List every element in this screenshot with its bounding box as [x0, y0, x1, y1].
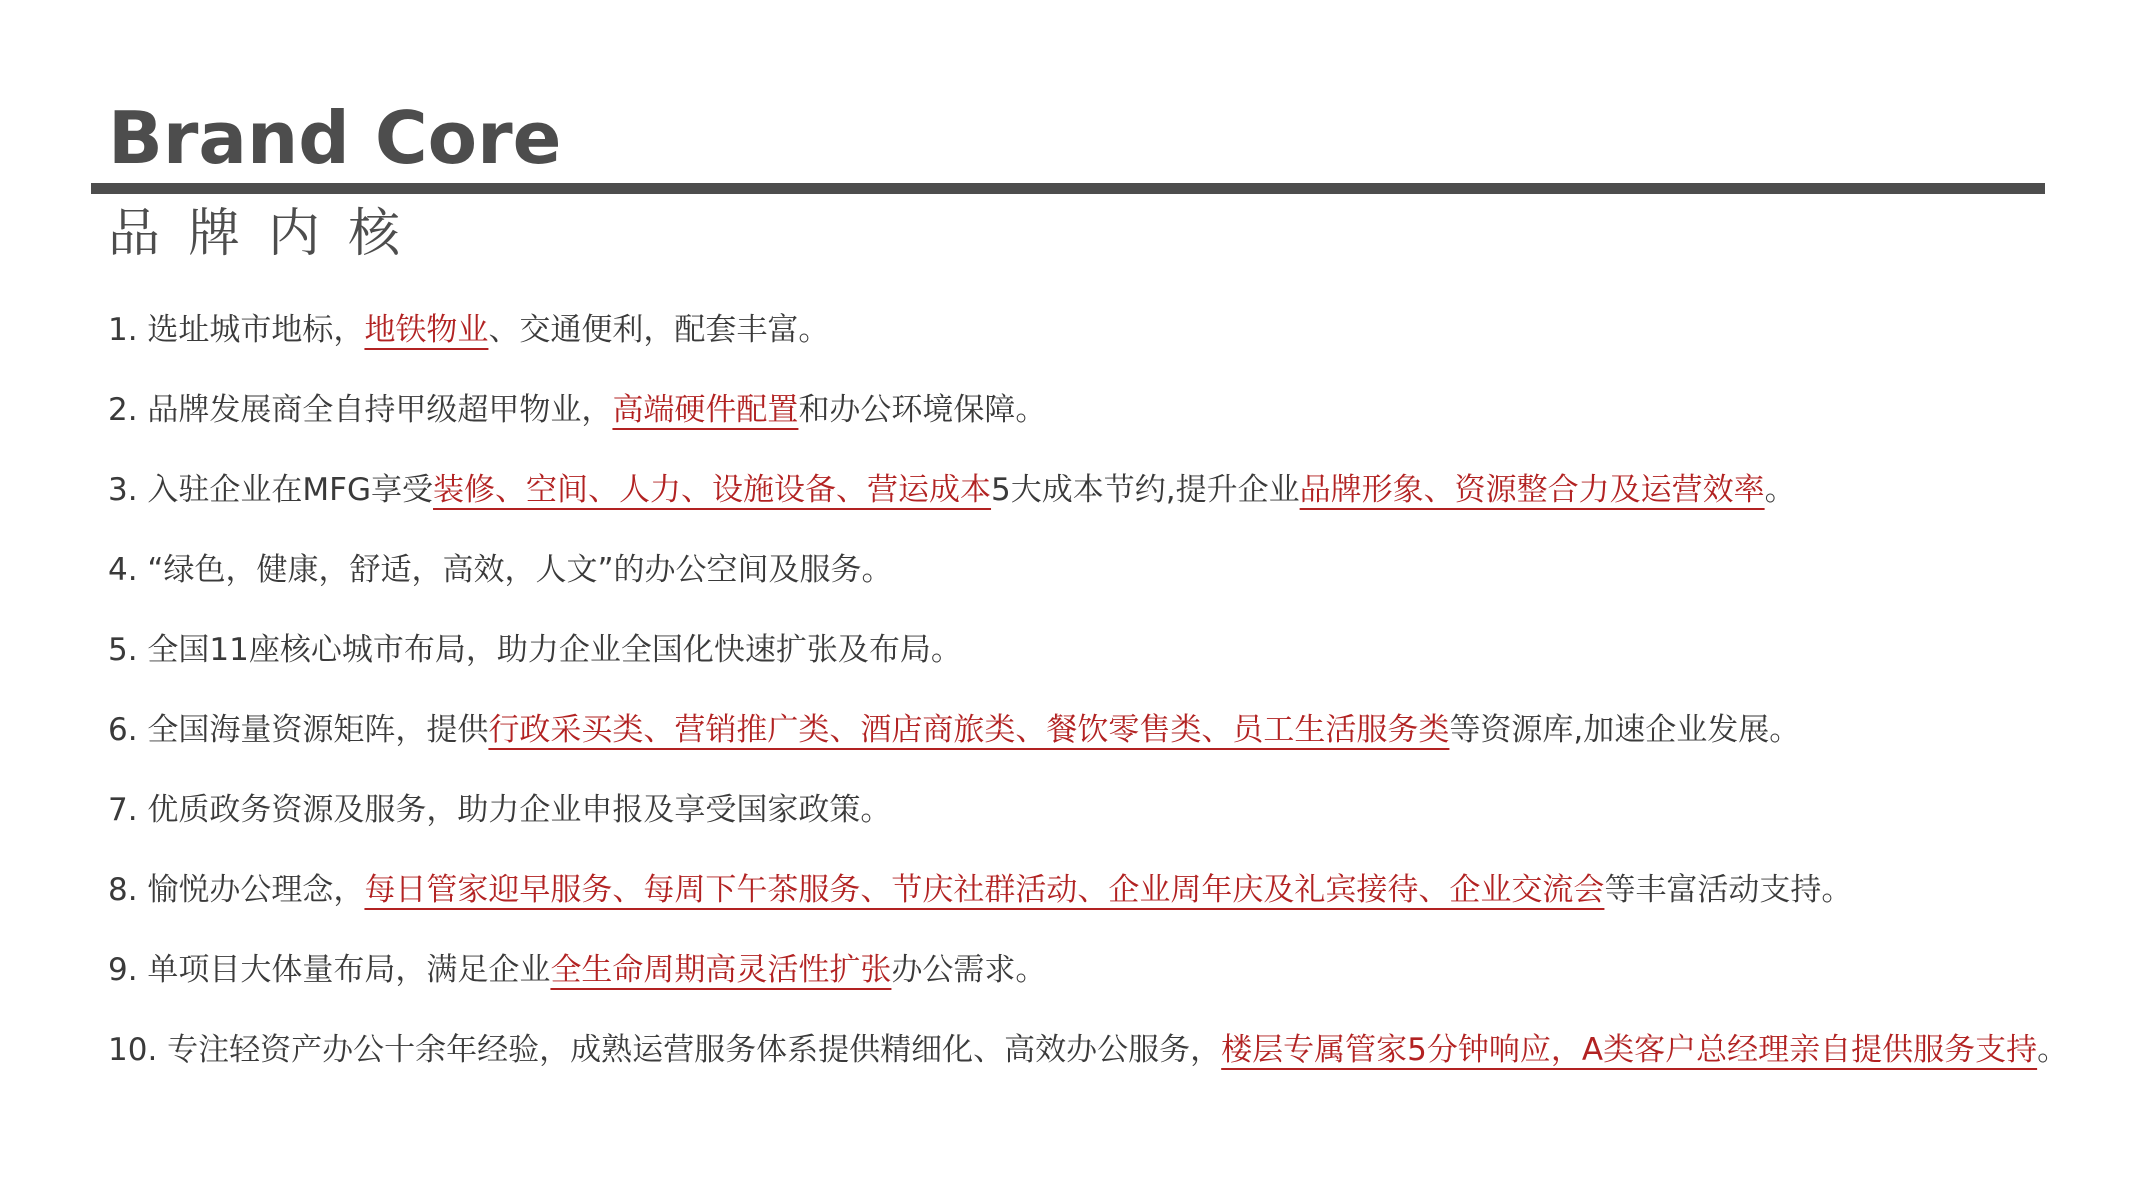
list-item — [108, 300, 2118, 360]
list-item — [108, 700, 2118, 760]
item-text: 单项目大体量布局，满足企业 — [137, 952, 551, 988]
item-text: 优质政务资源及服务，助力企业申报及享受国家政策。 — [137, 792, 892, 828]
brand-core-list — [108, 300, 2118, 1100]
page-title-english: Brand Core — [108, 96, 562, 180]
item-text: 办公需求。 — [891, 952, 1047, 988]
item-text: 品牌发展商全自持甲级超甲物业， — [137, 392, 613, 428]
page-title-chinese: 品牌内核 — [108, 204, 429, 264]
item-number: 8. — [108, 872, 138, 908]
item-number: 4. — [108, 552, 138, 588]
item-number: 3. — [108, 472, 138, 508]
item-text: 入驻企业在MFG享受 — [137, 472, 434, 508]
item-text: “绿色，健康，舒适，高效，人文”的办公空间及服务。 — [137, 552, 893, 588]
item-number: 2. — [108, 392, 138, 428]
item-text: 愉悦办公理念， — [137, 872, 365, 908]
highlight-text: 每日管家迎早服务、每周下午茶服务、节庆社群活动、企业周年庆及礼宾接待、企业交流会 — [364, 872, 1605, 908]
title-divider — [91, 183, 2045, 194]
list-item — [108, 620, 2118, 680]
item-text: 5大成本节约,提升企业 — [991, 472, 1300, 508]
list-item — [108, 460, 2118, 520]
item-text: 等丰富活动支持。 — [1604, 872, 1853, 908]
highlight-text: 高端硬件配置 — [612, 392, 799, 428]
item-number: 1. — [108, 312, 138, 348]
item-text: 全国11座核心城市布局，助力企业全国化快速扩张及布局。 — [137, 632, 962, 668]
item-number: 10. — [108, 1032, 158, 1068]
list-item — [108, 540, 2118, 600]
item-text: 。 — [1764, 472, 1796, 508]
list-item — [108, 1020, 2118, 1080]
item-text: 和办公环境保障。 — [798, 392, 1047, 428]
highlight-text: 品牌形象、资源整合力及运营效率 — [1299, 472, 1765, 508]
item-text: 等资源库,加速企业发展。 — [1449, 712, 1801, 748]
highlight-text: 全生命周期高灵活性扩张 — [550, 952, 892, 988]
list-item — [108, 780, 2118, 840]
list-item — [108, 940, 2118, 1000]
highlight-text: 楼层专属管家5分钟响应，A类客户总经理亲自提供服务支持 — [1221, 1032, 2038, 1068]
item-number: 6. — [108, 712, 138, 748]
item-text: 、交通便利，配套丰富。 — [488, 312, 830, 348]
item-text: 全国海量资源矩阵，提供 — [137, 712, 489, 748]
item-text: 专注轻资产办公十余年经验，成熟运营服务体系提供精细化、高效办公服务， — [157, 1032, 1222, 1068]
highlight-text: 地铁物业 — [364, 312, 489, 348]
highlight-text: 装修、空间、人力、设施设备、营运成本 — [433, 472, 992, 508]
item-number: 5. — [108, 632, 138, 668]
list-item — [108, 380, 2118, 440]
highlight-text: 行政采买类、营销推广类、酒店商旅类、餐饮零售类、员工生活服务类 — [488, 712, 1450, 748]
item-number: 7. — [108, 792, 138, 828]
item-number: 9. — [108, 952, 138, 988]
item-text: 选址城市地标， — [137, 312, 365, 348]
item-text: 。 — [2037, 1032, 2069, 1068]
list-item — [108, 860, 2118, 920]
